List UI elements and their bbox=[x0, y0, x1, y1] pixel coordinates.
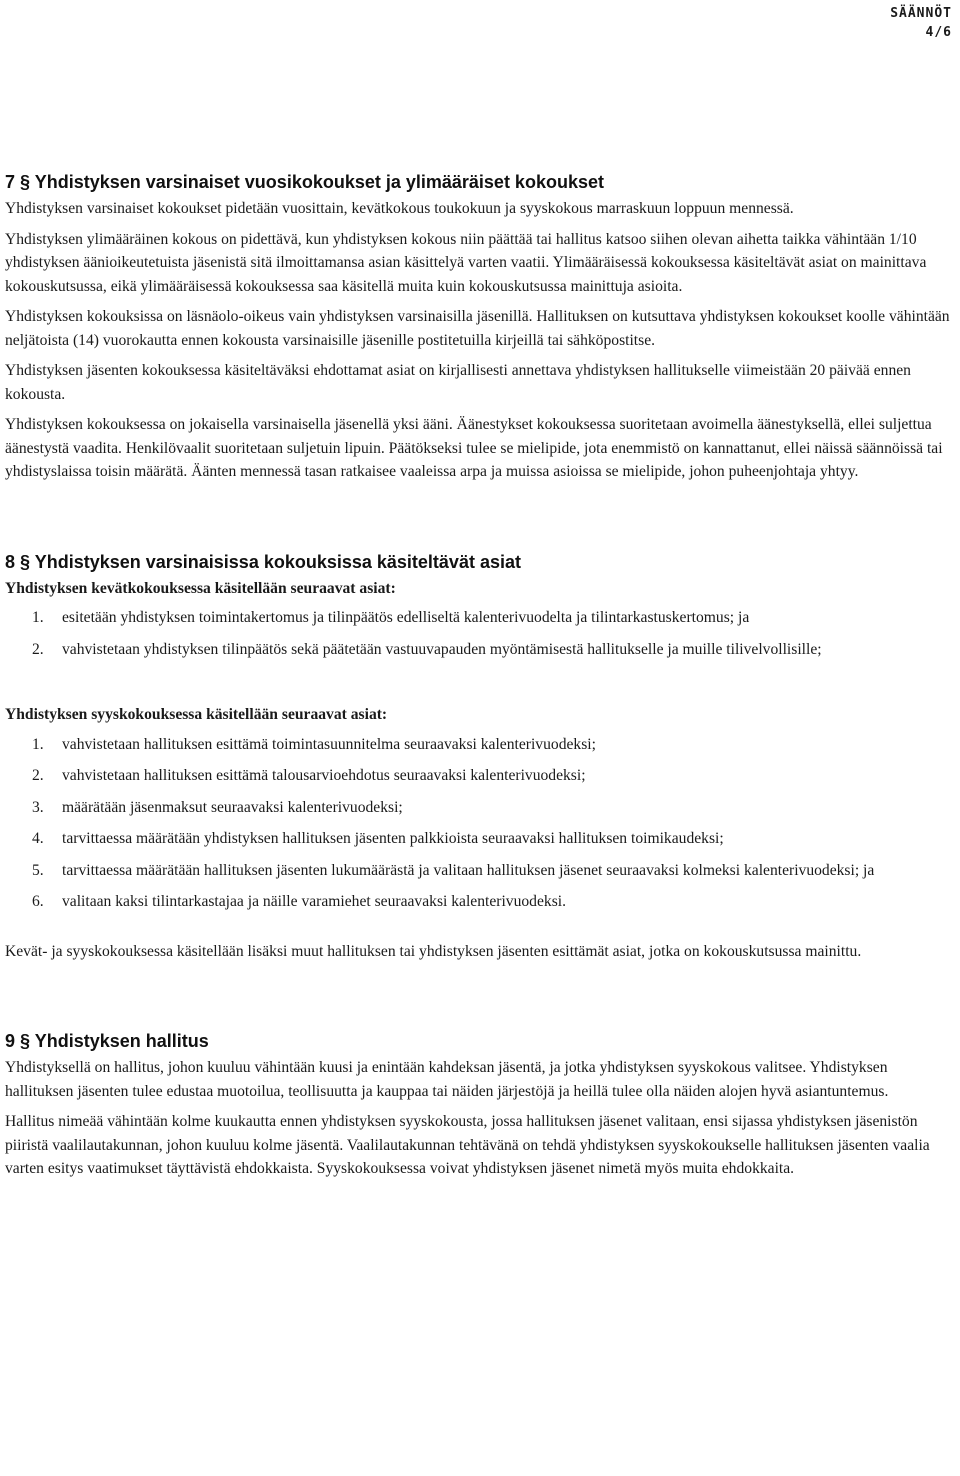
section-7 bbox=[5, 171, 950, 484]
paragraph: Yhdistyksen kokouksissa on läsnäolo-oikeus vain yhdistyksen varsinaisilla jäsenillä. Hallituksen on kutsuttava yhdistyksen kokoukset koolle vähintään neljätoista (14) vuorokautta ennen kokousta varsinaisille jäsenille postitetuilla kirjeillä tai sähköpostitse. bbox=[5, 308, 950, 349]
paragraph: Yhdistyksen varsinaiset kokoukset pidetään vuosittain, kevätkokous toukokuun ja syyskokous marraskuun loppuun mennessä. bbox=[5, 200, 794, 217]
item-number: 2. bbox=[32, 767, 44, 784]
autumn-meeting-list bbox=[5, 733, 950, 914]
list-item bbox=[5, 890, 950, 914]
spring-meeting-heading: Yhdistyksen kevätkokouksessa käsitellään seuraavat asiat: bbox=[5, 579, 396, 597]
section-7-title: 7 § Yhdistyksen varsinaiset vuosikokoukset ja ylimääräiset kokoukset bbox=[5, 172, 604, 192]
list-item bbox=[5, 638, 950, 662]
list-item bbox=[5, 606, 950, 630]
section-9-title: 9 § Yhdistyksen hallitus bbox=[5, 1031, 209, 1051]
paragraph: Yhdistyksellä on hallitus, johon kuuluu vähintään kuusi ja enintään kahdeksan jäsentä, ja jotka yhdistyksen syyskokous valitsee. Yhdistyksen hallituksen jäsenten tulee edustaa muotoilua, teollisuutta ja kauppaa tai näiden järjestöjä ja heillä tulee olla näiden alojen hyvä asiantuntemus. bbox=[5, 1059, 889, 1100]
list-item bbox=[5, 764, 950, 788]
section-8-title: 8 § Yhdistyksen varsinaisissa kokouksissa käsiteltävät asiat bbox=[5, 551, 521, 572]
page-number: 4/6 bbox=[925, 25, 952, 40]
list-item bbox=[5, 827, 950, 851]
item-text: valitaan kaksi tilintarkastajaa ja näille varamiehet seuraavaksi kalenterivuodeksi. bbox=[62, 893, 566, 910]
item-text: vahvistetaan hallituksen esittämä talousarvioehdotus seuraavaksi kalenterivuodeksi; bbox=[62, 767, 586, 784]
document-body bbox=[5, 171, 950, 1188]
item-number: 3. bbox=[32, 798, 44, 816]
paragraph: Yhdistyksen ylimääräinen kokous on pidettävä, kun yhdistyksen kokous niin päättää tai hallitus katsoo siihen olevan aihetta taikka vähintään 1/10 yhdistyksen äänioikeutetuista jäsenistä sitä ilmoittamansa asian käsittelyä varten vaatii. Ylimääräisessä kokouksessa käsiteltävät asiat on mainittava kokouskutsussa, eikä ylimääräisessä kokouksessa saa käsitellä muita kuin kokouskutsussa mainittuja asioita. bbox=[5, 230, 927, 295]
item-text: vahvistetaan yhdistyksen tilinpäätös sekä päätetään vastuuvapauden myöntämisestä hallitukselle ja muille tilivelvollisille; bbox=[62, 640, 822, 658]
paragraph: Kevät- ja syyskokouksessa käsitellään lisäksi muut hallituksen tai yhdistyksen jäsenten esittämät asiat, jotka on kokouskutsussa mainittu. bbox=[5, 942, 862, 960]
item-text: tarvittaessa määrätään hallituksen jäsenten lukumäärästä ja valitaan hallituksen jäsenet seuraavaksi kolmeksi kalenterivuodeksi; ja bbox=[62, 861, 875, 879]
paragraph: Yhdistyksen kokouksessa on jokaisella varsinaisella jäsenellä yksi ääni. Äänestykset kokouksessa suoritetaan avoimella äänestyksellä, ellei suljettua äänestystä vaadita. Henkilövaalit suoritetaan suljetuin lipuin. Päätökseksi tulee se mielipide, jota enemmistö on kannattanut, ellei näissä säännöissä tai yhdistyslaissa toisin määrätä. Äänten mennessä tasan ratkaisee vaaleissa arpa ja muissa asioissa se mielipide, johon puheenjohtaja yhtyy. bbox=[5, 416, 943, 480]
list-item bbox=[5, 859, 950, 883]
item-number: 1. bbox=[32, 735, 44, 753]
item-number: 4. bbox=[32, 830, 44, 847]
autumn-meeting-heading: Yhdistyksen syyskokouksessa käsitellään seuraavat asiat: bbox=[5, 706, 388, 723]
section-8 bbox=[5, 551, 950, 964]
item-text: määrätään jäsenmaksut seuraavaksi kalenterivuodeksi; bbox=[62, 798, 403, 816]
spring-meeting-list bbox=[5, 606, 950, 661]
item-text: esitetään yhdistyksen toimintakertomus ja tilinpäätös edelliseltä kalenterivuodelta ja tilintarkastuskertomus; ja bbox=[62, 609, 750, 626]
page-header bbox=[890, 4, 952, 42]
item-text: tarvittaessa määrätään yhdistyksen hallituksen jäsenten palkkioista seuraavaksi hallituksen toimikaudeksi; bbox=[62, 830, 724, 847]
document-title: SÄÄNNÖT bbox=[890, 6, 952, 21]
item-number: 5. bbox=[32, 861, 44, 879]
list-item bbox=[5, 733, 950, 757]
item-number: 6. bbox=[32, 893, 44, 910]
item-text: vahvistetaan hallituksen esittämä toimintasuunnitelma seuraavaksi kalenterivuodeksi; bbox=[62, 735, 596, 753]
section-9 bbox=[5, 1030, 950, 1181]
item-number: 2. bbox=[32, 640, 44, 658]
paragraph: Hallitus nimeää vähintään kolme kuukautta ennen yhdistyksen syyskokousta, jossa hallituksen jäsenet valitaan, ensi sijassa yhdistyksen jäsenistön piiristä vaalilautakunnan, johon kuuluu kolme jäsentä. Vaalilautakunnan tehtävänä on tehdä yhdistyksen syyskokoukselle hallituksen jäsenten vaalia varten esitys vaatimukset täyttävistä ehdokkaista. Syyskokouksessa voivat yhdistyksen jäsenet nimetä myös muita ehdokkaita. bbox=[5, 1113, 930, 1177]
paragraph: Yhdistyksen jäsenten kokouksessa käsiteltäväksi ehdottamat asiat on kirjallisesti annettava yhdistyksen hallitukselle viimeistään 20 päivää ennen kokousta. bbox=[5, 362, 911, 403]
item-number: 1. bbox=[32, 609, 44, 626]
list-item bbox=[5, 796, 950, 820]
